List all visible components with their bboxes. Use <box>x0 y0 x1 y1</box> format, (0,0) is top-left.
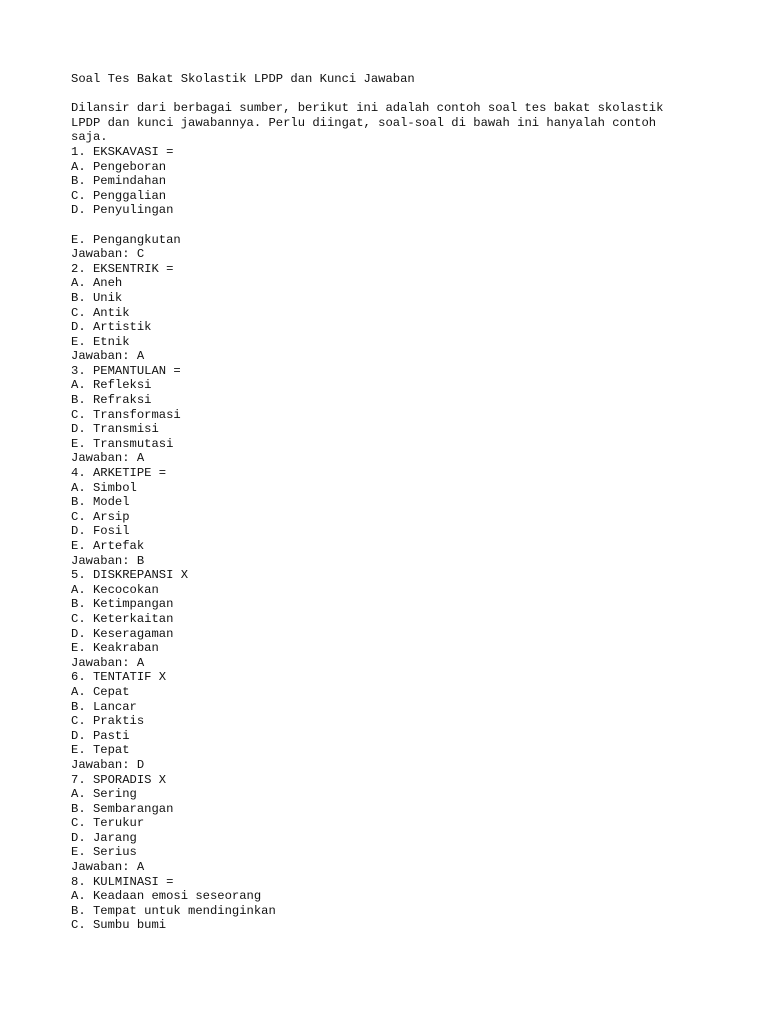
intro-line: LPDP dan kunci jawabannya. Perlu diingat, soal-soal di bawah ini hanyalah contoh <box>71 115 657 130</box>
answer-option: B. Ketimpangan <box>71 597 174 612</box>
answer-option: C. Terukur <box>71 816 145 831</box>
answer-option: C. Transformasi <box>71 407 181 422</box>
answer-option: D. Artistik <box>71 320 152 335</box>
answer-option: B. Pemindahan <box>71 174 167 189</box>
answer-option: C. Sumbu bumi <box>71 918 167 933</box>
answer-option: A. Sering <box>71 787 137 802</box>
intro-line: Dilansir dari berbagai sumber, berikut ini adalah contoh soal tes bakat skolastik <box>71 101 664 116</box>
answer-option: C. Arsip <box>71 509 130 524</box>
document-page <box>71 72 731 933</box>
answer-option: E. Tepat <box>71 743 130 758</box>
question-block-3 <box>71 364 731 466</box>
answer-option: A. Cepat <box>71 684 130 699</box>
answer-key: Jawaban: C <box>71 247 145 262</box>
answer-key: Jawaban: D <box>71 757 145 772</box>
answer-key: Jawaban: A <box>71 860 145 875</box>
answer-option: B. Unik <box>71 290 123 305</box>
answer-option: E. Etnik <box>71 334 130 349</box>
answer-option: A. Kecocokan <box>71 582 159 597</box>
answer-option: D. Transmisi <box>71 422 159 437</box>
question-block-1 <box>71 145 731 262</box>
answer-option: E. Serius <box>71 845 137 860</box>
question-block-7 <box>71 773 731 875</box>
answer-option: A. Keadaan emosi seseorang <box>71 889 262 904</box>
question-block-2 <box>71 262 731 364</box>
answer-option: D. Jarang <box>71 830 137 845</box>
question-text: 6. TENTATIF X <box>71 670 167 685</box>
question-text: 1. EKSKAVASI = <box>71 144 174 159</box>
question-text: 2. EKSENTRIK = <box>71 261 174 276</box>
answer-option: B. Lancar <box>71 699 137 714</box>
intro-line: saja. <box>71 130 108 145</box>
answer-option: C. Antik <box>71 305 130 320</box>
intro-paragraph <box>71 101 731 145</box>
answer-option: B. Refraksi <box>71 393 152 408</box>
answer-option: B. Model <box>71 495 130 510</box>
answer-option: D. Penyulingan <box>71 203 174 218</box>
answer-option: D. Keseragaman <box>71 626 174 641</box>
question-text: 7. SPORADIS X <box>71 772 167 787</box>
answer-option: C. Keterkaitan <box>71 611 174 626</box>
answer-option: D. Fosil <box>71 524 130 539</box>
answer-option: A. Refleksi <box>71 378 152 393</box>
page-gap <box>71 218 731 233</box>
question-text: 3. PEMANTULAN = <box>71 363 181 378</box>
answer-option: C. Penggalian <box>71 188 167 203</box>
question-block-5 <box>71 568 731 670</box>
answer-key: Jawaban: A <box>71 655 145 670</box>
answer-key: Jawaban: A <box>71 349 145 364</box>
question-text: 5. DISKREPANSI X <box>71 568 189 583</box>
answer-option: D. Pasti <box>71 728 130 743</box>
answer-option: A. Aneh <box>71 276 123 291</box>
answer-option: E. Pengangkutan <box>71 232 181 247</box>
answer-key: Jawaban: A <box>71 451 145 466</box>
answer-option: E. Artefak <box>71 539 145 553</box>
answer-option: B. Sembarangan <box>71 801 174 816</box>
question-block-8 <box>71 875 731 933</box>
answer-option: C. Praktis <box>71 714 145 729</box>
question-block-6 <box>71 670 731 772</box>
question-block-4 <box>71 466 731 568</box>
answer-option: A. Pengeboran <box>71 159 167 174</box>
answer-option: A. Simbol <box>71 480 137 495</box>
question-text: 8. KULMINASI = <box>71 874 174 889</box>
answer-option: B. Tempat untuk mendinginkan <box>71 903 276 918</box>
answer-key: Jawaban: B <box>71 553 145 568</box>
document-title: Soal Tes Bakat Skolastik LPDP dan Kunci Jawaban <box>71 72 415 86</box>
answer-option: E. Keakraban <box>71 641 159 656</box>
answer-option: E. Transmutasi <box>71 436 174 451</box>
question-text: 4. ARKETIPE = <box>71 466 167 481</box>
